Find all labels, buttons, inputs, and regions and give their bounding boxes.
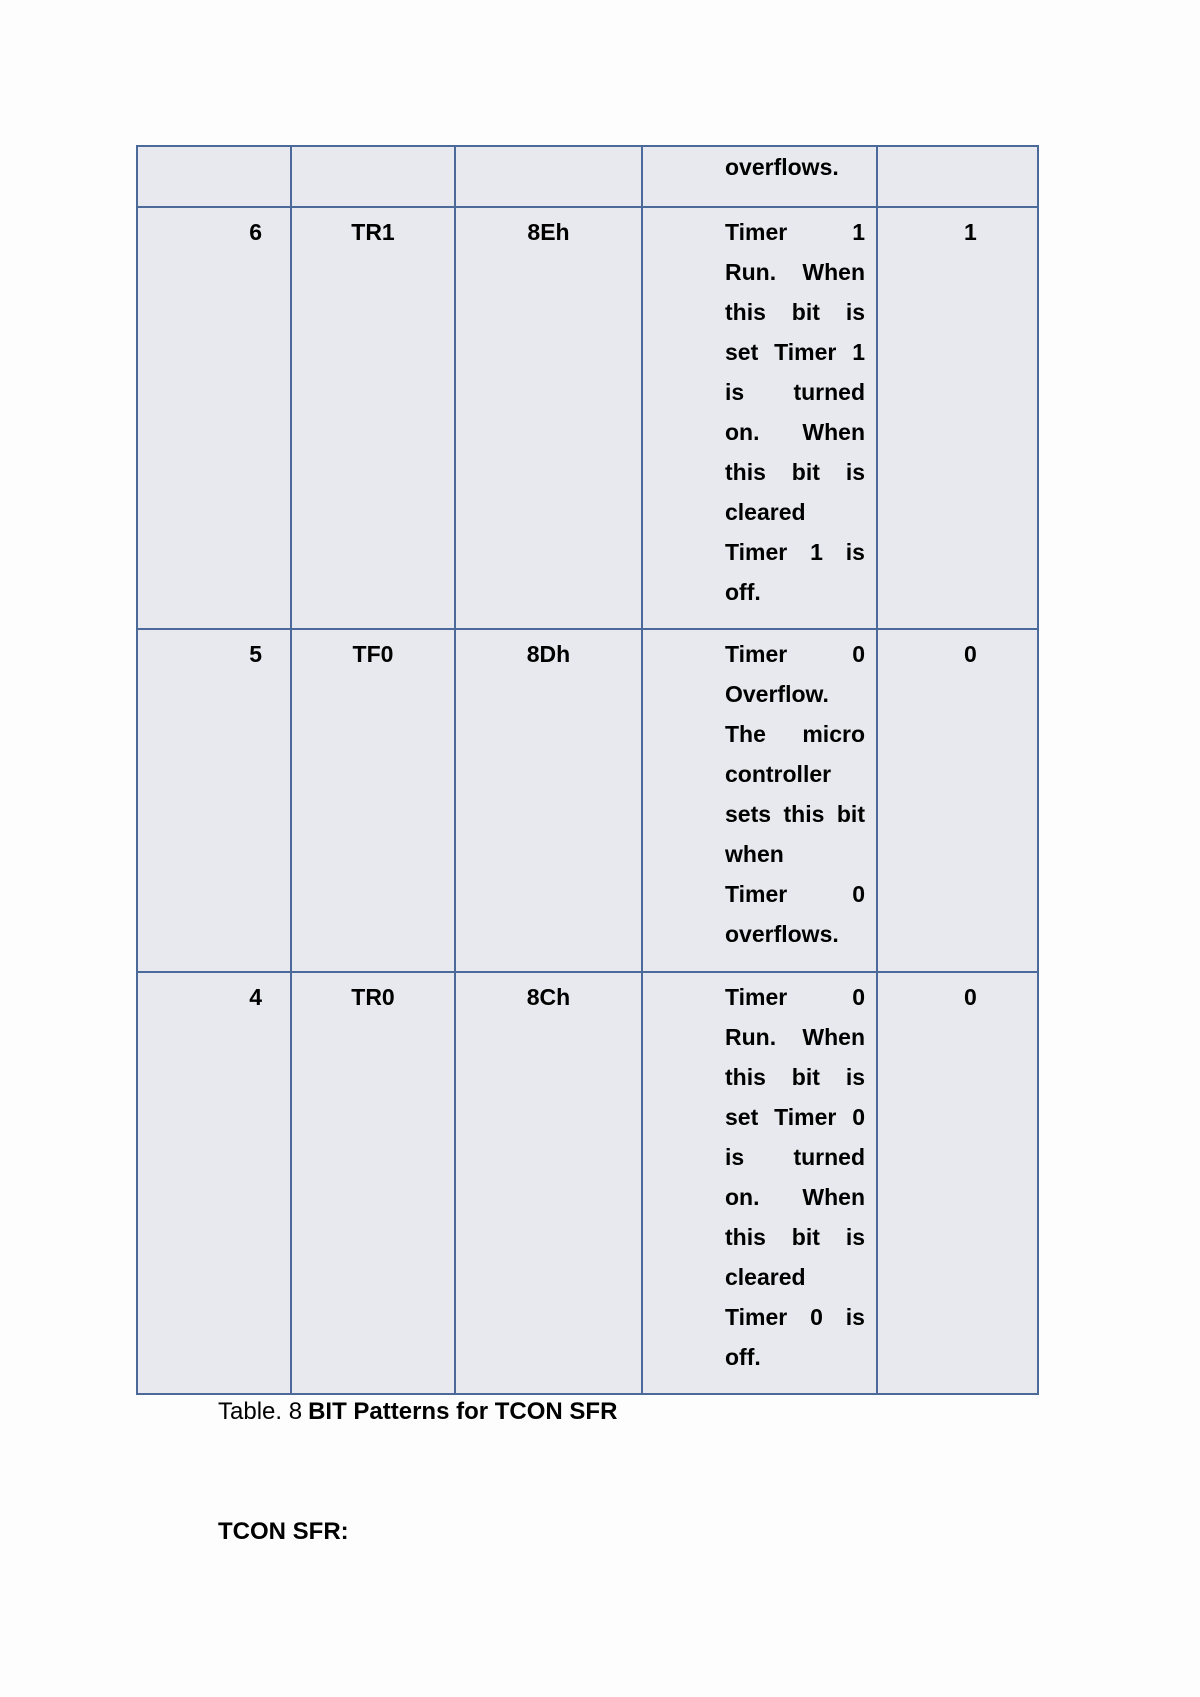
description-word: Run. <box>725 1024 777 1050</box>
table-row <box>137 207 1038 629</box>
description-word: off. <box>725 579 761 605</box>
description-line <box>725 412 865 452</box>
description-cell <box>642 146 877 207</box>
bit-name-cell <box>291 207 455 629</box>
description-word: cleared <box>725 499 806 525</box>
description-word: When <box>802 419 865 445</box>
description-word: Run. <box>725 259 777 285</box>
description-word: this <box>725 1224 766 1250</box>
description-line <box>725 532 865 572</box>
description-word: The <box>725 721 766 747</box>
description-word: is <box>845 1064 865 1090</box>
reset-value-cell <box>877 207 1038 629</box>
description-word: Timer <box>725 1304 788 1330</box>
reset-value-cell <box>877 972 1038 1394</box>
description-word: micro <box>802 721 865 747</box>
description-word: turned <box>793 379 865 405</box>
description-line <box>725 147 865 187</box>
description-word: When <box>802 1184 865 1210</box>
description-line <box>725 794 865 834</box>
bit-name-cell <box>291 146 455 207</box>
description-word: 1 <box>852 219 865 245</box>
description-word: bit <box>836 801 865 827</box>
description-line <box>725 754 865 794</box>
reset-value-cell <box>877 629 1038 972</box>
description-line <box>725 874 865 914</box>
description-word: is <box>725 379 745 405</box>
description-word: overflows. <box>725 154 839 180</box>
description-line <box>725 572 865 612</box>
bit-address-cell-text: 8Ch <box>526 984 571 1010</box>
description-word: overflows. <box>725 921 839 947</box>
bit-number-cell <box>137 207 291 629</box>
table-caption <box>218 1398 617 1426</box>
description-word: 0 <box>852 881 865 907</box>
bit-address-cell <box>455 146 642 207</box>
description-line <box>725 1097 865 1137</box>
description-word: this <box>725 299 766 325</box>
description-word: When <box>802 259 865 285</box>
description-word: Timer <box>725 881 788 907</box>
description-word: bit <box>791 1224 820 1250</box>
table-row <box>137 629 1038 972</box>
description-word: 0 <box>852 984 865 1010</box>
description-line <box>725 1057 865 1097</box>
caption-title: BIT Patterns for TCON SFR <box>308 1398 618 1425</box>
bit-name-cell <box>291 972 455 1394</box>
tcon-bit-table <box>136 145 1039 1395</box>
description-word: When <box>802 1024 865 1050</box>
description-word: bit <box>791 1064 820 1090</box>
bit-number-cell-text: 5 <box>249 641 262 667</box>
description-word: sets <box>725 801 772 827</box>
bit-number-cell <box>137 146 291 207</box>
table-row <box>137 146 1038 207</box>
description-word: Timer <box>725 641 788 667</box>
description-text <box>725 973 865 1377</box>
bit-address-cell <box>455 629 642 972</box>
description-line <box>725 914 865 954</box>
description-word: Overflow. <box>725 681 829 707</box>
caption-label: Table. 8 <box>218 1398 303 1425</box>
bit-address-cell-text: 8Dh <box>526 641 571 667</box>
description-line <box>725 372 865 412</box>
bit-address-cell <box>455 972 642 1394</box>
description-line <box>725 212 865 252</box>
description-cell <box>642 629 877 972</box>
description-word: Timer <box>774 1104 837 1130</box>
bit-name-cell-text: TR0 <box>351 984 395 1010</box>
description-cell <box>642 972 877 1394</box>
table-row <box>137 972 1038 1394</box>
description-word: 0 <box>852 1104 865 1130</box>
description-word: 1 <box>810 539 823 565</box>
bit-name-cell <box>291 629 455 972</box>
description-line <box>725 1217 865 1257</box>
description-text <box>725 630 865 954</box>
description-word: Timer <box>774 339 837 365</box>
description-word: is <box>845 459 865 485</box>
section-heading: TCON SFR: <box>218 1518 349 1545</box>
bit-address-cell <box>455 207 642 629</box>
description-word: 0 <box>810 1304 823 1330</box>
description-line <box>725 634 865 674</box>
table-body <box>137 146 1038 1394</box>
description-word: turned <box>793 1144 865 1170</box>
reset-value-cell <box>877 146 1038 207</box>
description-word: is <box>845 299 865 325</box>
description-line <box>725 977 865 1017</box>
description-word: set <box>725 339 759 365</box>
description-line <box>725 674 865 714</box>
description-line <box>725 714 865 754</box>
description-word: on. <box>725 1184 760 1210</box>
description-word: bit <box>791 299 820 325</box>
description-word: cleared <box>725 1264 806 1290</box>
description-text <box>725 147 865 187</box>
description-word: Timer <box>725 984 788 1010</box>
bit-number-cell-text: 4 <box>249 984 262 1010</box>
bit-number-cell <box>137 972 291 1394</box>
description-line <box>725 1137 865 1177</box>
description-word: 1 <box>852 339 865 365</box>
reset-value-text: 1 <box>964 219 977 245</box>
bit-name-cell-text: TR1 <box>351 219 395 245</box>
description-word: this <box>725 1064 766 1090</box>
description-word: this <box>783 801 825 827</box>
description-text <box>725 208 865 612</box>
description-line <box>725 492 865 532</box>
bit-name-cell-text: TF0 <box>352 641 394 667</box>
description-word: on. <box>725 419 760 445</box>
description-word: is <box>845 1224 865 1250</box>
description-line <box>725 1297 865 1337</box>
reset-value-text: 0 <box>964 984 977 1010</box>
bit-number-cell-text: 6 <box>249 219 262 245</box>
description-word: is <box>845 1304 865 1330</box>
description-line <box>725 1017 865 1057</box>
reset-value-text: 0 <box>964 641 977 667</box>
description-line <box>725 1257 865 1297</box>
description-word: when <box>725 841 784 867</box>
description-line <box>725 1177 865 1217</box>
description-word: this <box>725 459 766 485</box>
description-word: is <box>845 539 865 565</box>
description-word: is <box>725 1144 745 1170</box>
description-line <box>725 1337 865 1377</box>
description-word: Timer <box>725 219 788 245</box>
bit-address-cell-text: 8Eh <box>527 219 570 245</box>
description-word: controller <box>725 761 832 787</box>
description-line <box>725 332 865 372</box>
description-line <box>725 292 865 332</box>
description-word: 0 <box>852 641 865 667</box>
description-word: off. <box>725 1344 761 1370</box>
description-word: set <box>725 1104 759 1130</box>
description-line <box>725 834 865 874</box>
bit-number-cell <box>137 629 291 972</box>
description-line <box>725 252 865 292</box>
description-word: bit <box>791 459 820 485</box>
description-word: Timer <box>725 539 788 565</box>
description-cell <box>642 207 877 629</box>
description-line <box>725 452 865 492</box>
